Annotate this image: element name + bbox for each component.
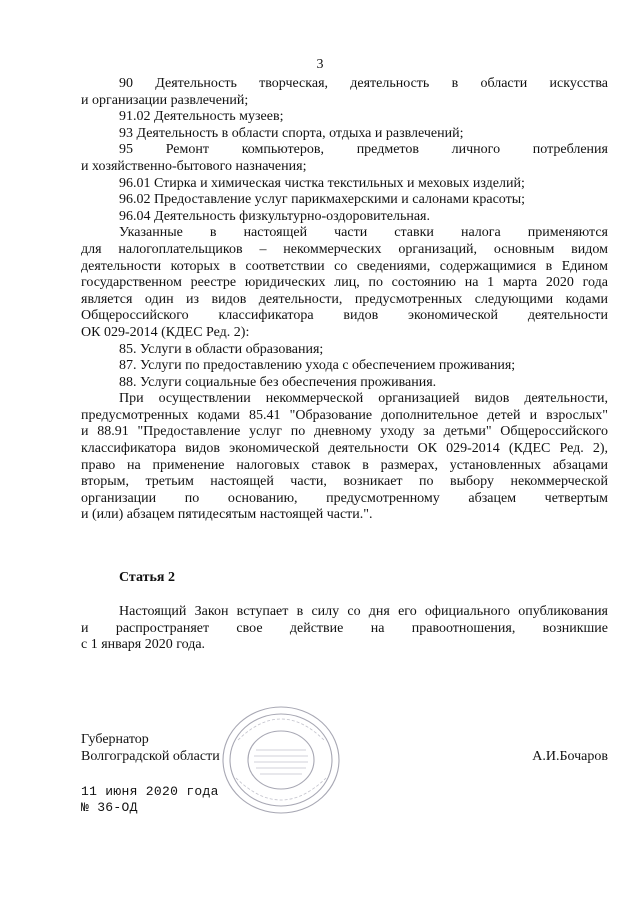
final-para-line: классификатора видов экономической деятельности ОК 029-2014 (КДЕС Ред. 2), [81,441,608,457]
article-2-body [81,604,608,654]
paragraph-code-96-01: 96.01 Стирка и химическая чистка текстильных и меховых изделий; [119,175,525,191]
signatory-region: Волгоградской области [81,749,220,764]
article-line: с 1 января 2020 года. [81,637,206,653]
final-para-line: предусмотренных кодами 85.41 "Образование дополнительное детей и взрослых" [81,407,608,423]
final-para-line: и (или) абзацем пятидесятым настоящей части.". [81,507,373,523]
paragraph-code-91: 91.02 Деятельность музеев; [119,109,284,125]
paragraph-code-96-04: 96.04 Деятельность физкультурно-оздоровительная. [119,208,430,224]
official-seal-icon [216,700,346,820]
intro-line: Указанные в настоящей части ставки налога применяются [119,225,608,241]
code-item: 85. Услуги в области образования; [119,341,324,357]
document-number: № 36-ОД [81,800,138,815]
document-date: 11 июня 2020 года [81,784,219,799]
article-heading: Статья 2 [119,570,175,585]
final-para-line: При осуществлении некоммерческой организацией видов деятельности, [119,391,608,407]
signatory-name: А.И.Бочаров [532,749,608,764]
article-line: и распространяет свое действие на правоотношения, возникшие [81,620,608,636]
paragraph-code-96-02: 96.02 Предоставление услуг парикмахерскими и салонами красоты; [119,192,526,208]
page-number: 3 [316,57,324,72]
signatory-title: Губернатор [81,732,149,747]
paragraph-code-95: 95 Ремонт компьютеров, предметов личного потребления [119,142,608,158]
article-line: Настоящий Закон вступает в силу со дня его официального опубликования [119,604,608,619]
paragraph-code-90: 90 Деятельность творческая, деятельность в области искусства [119,76,608,91]
final-para-line: право на применение налоговых ставок в размерах, установленных абзацами [81,457,608,473]
intro-line: Общероссийского классификатора видов экономической деятельности [81,308,608,324]
document-body [81,76,608,524]
final-para-line: организации по основанию, предусмотренному абзацем четвертым [81,490,608,506]
code-item: 88. Услуги социальные без обеспечения проживания. [119,374,437,390]
intro-line: государственном реестре юридических лиц, по состоянию на 1 марта 2020 года [81,275,608,291]
paragraph-code-95-cont: и хозяйственно-бытового назначения; [81,158,307,174]
final-para-line: вторым, третьим настоящей части, возникает по выбору некоммерческой [81,474,608,490]
paragraph-code-93: 93 Деятельность в области спорта, отдыха и развлечений; [119,125,464,141]
intro-line: деятельности которых в соответствии со сведениями, содержащимися в Едином [81,258,608,274]
code-item: 87. Услуги по предоставлению ухода с обеспечением проживания; [119,358,516,374]
final-para-line: и 88.91 "Предоставление услуг по дневному уходу за детьми" Общероссийского [81,424,608,440]
intro-line: ОК 029-2014 (КДЕС Ред. 2): [81,324,250,340]
intro-line: является один из видов деятельности, предусмотренных следующими кодами [81,291,608,307]
paragraph-code-90-cont: и организации развлечений; [81,92,249,108]
intro-line: для налогоплательщиков – некоммерческих организаций, основным видом [81,241,608,257]
